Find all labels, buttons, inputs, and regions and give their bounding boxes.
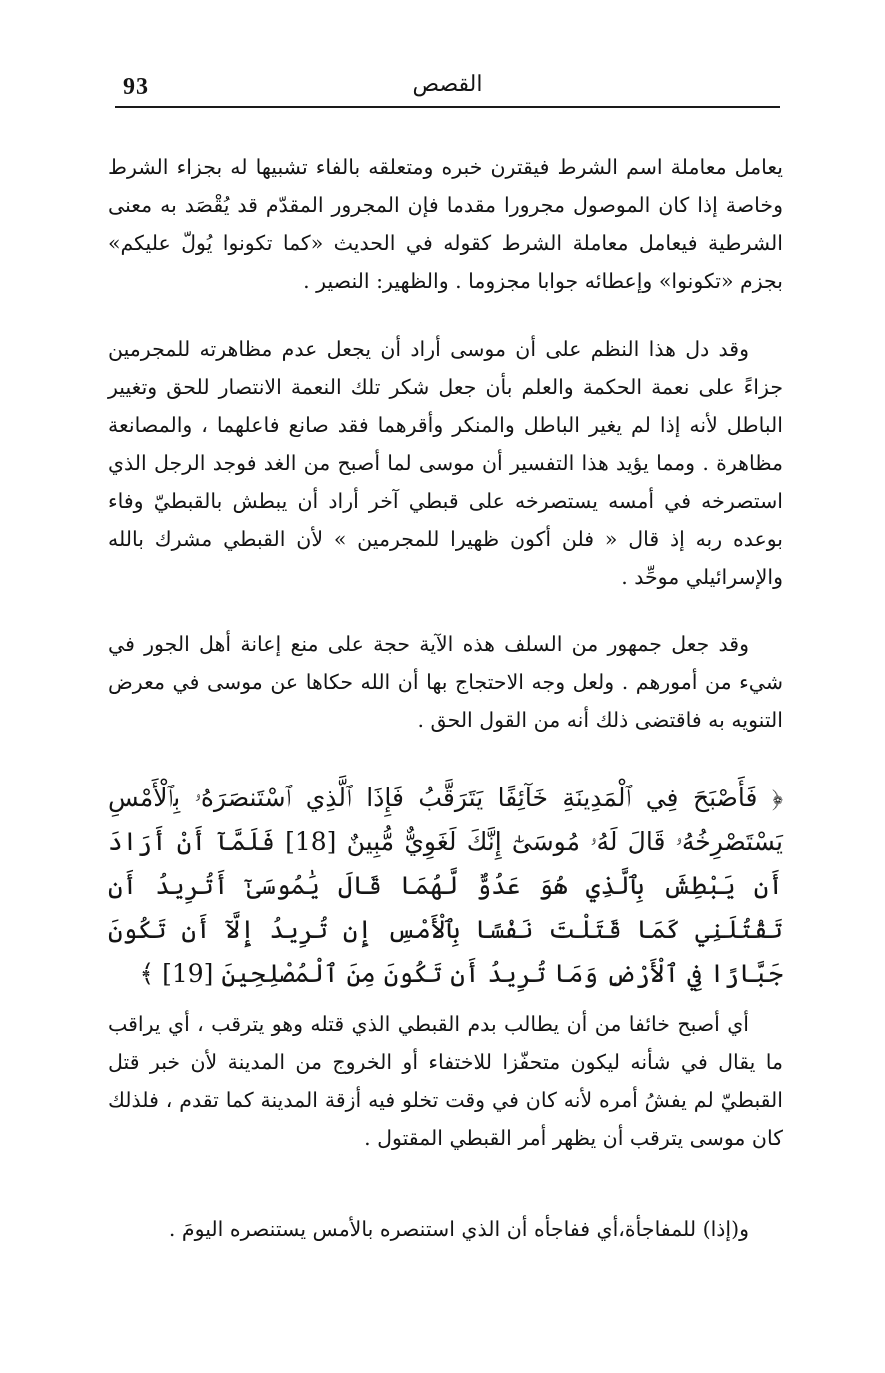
paragraph-text: يعامل معاملة اسم الشرط فيقترن خبره ومتعلقه بالفاء تشبيها له بجزاء الشرط وخاصة إذا كان الموصول مجرورا مقدما فإن المجرور المقدّم قد يُقْصَد به معنى الشرطية فيعامل معاملة الشرط كقوله في الحديث «كما تكونوا يُولّ عليكم» بجزم «تكونوا» وإعطائه جوابا مجزوما . والظهير: النصير . [108,155,783,293]
page-header [115,68,780,108]
paragraph-text: و(إذا) للمفاجأة،أي ففاجأه أن الذي استنصره بالأمس يستنصره اليومَ . [168,1217,749,1241]
quran-verse-block [108,776,783,996]
paragraph-text: أي أصبح خائفا من أن يطالب بدم القبطي الذي قتله وهو يترقب ، أي يراقب ما يقال في شأنه ليكون متحفّزا للاختفاء أو الخروج من المدينة لأن خبر قتل القبطيّ لم يفشُ أمره لأنه كان في وقت تخلو فيه أزقة المدينة كما تقدم ، فلذلك كان موسى يترقب أن يظهر أمر القبطي المقتول . [108,1012,783,1150]
paragraph-1 [108,148,783,300]
quran-verse-text: ﴿ فَأَصْبَحَ فِي ٱلْمَدِينَةِ خَآئِفًا يَتَرَقَّبُ فَإِذَا ٱلَّذِي ٱسْتَنصَرَهُۥ بِٱلْأَمْسِ يَسْتَصْرِخُهُۥ قَالَ لَهُۥ مُوسَىٰٓ إِنَّكَ لَغَوِيٌّ مُّبِينٌ [18] فَلَمَّآ أَنْ أَرَادَ أَن يَبْطِشَ بِٱلَّذِي هُوَ عَدُوٌّ لَّهُمَا قَالَ يَٰمُوسَىٰٓ أَتُرِيدُ أَن تَقْتُلَنِي كَمَا قَتَلْتَ نَفْسًا بِٱلْأَمْسِ إِن تُرِيدُ إِلَّآ أَن تَكُونَ جَبَّارًا فِي ٱلْأَرْضِ وَمَا تُرِيدُ أَن تَكُونَ مِنَ ٱلْمُصْلِحِينَ [19] ﴾ [108,783,783,988]
running-title: القصص [412,72,483,97]
page-number: 93 [123,74,149,100]
paragraph-2 [108,330,783,596]
header-rule [115,106,780,108]
paragraph-text: وقد دل هذا النظم على أن موسى أراد أن يجعل عدم مظاهرته للمجرمين جزاءً على نعمة الحكمة والعلم بأن جعل شكر تلك النعمة الانتصار للحق وتغيير الباطل لأنه إذا لم يغير الباطل والمنكر وأقرهما فقد صانع فاعلهما ، والمصانعة مظاهرة . ومما يؤيد هذا التفسير أن موسى لما أصبح من الغد فوجد الرجل الذي استصرخه في أمسه يستصرخه على قبطي آخر أراد أن يبطش بالقبطيّ وفاء بوعده ربه إذ قال « فلن أكون ظهيرا للمجرمين » لأن القبطي مشرك بالله والإسرائيلي موحِّد . [108,337,783,589]
paragraph-3 [108,625,783,739]
paragraph-text: وقد جعل جمهور من السلف هذه الآية حجة على منع إعانة أهل الجور في شيء من أمورهم . ولعل وجه الاحتجاج بها أن الله حكاها عن موسى في معرض التنويه به فاقتضى ذلك أنه من القول الحق . [108,632,783,732]
paragraph-5 [108,1210,783,1248]
paragraph-4 [108,1005,783,1157]
